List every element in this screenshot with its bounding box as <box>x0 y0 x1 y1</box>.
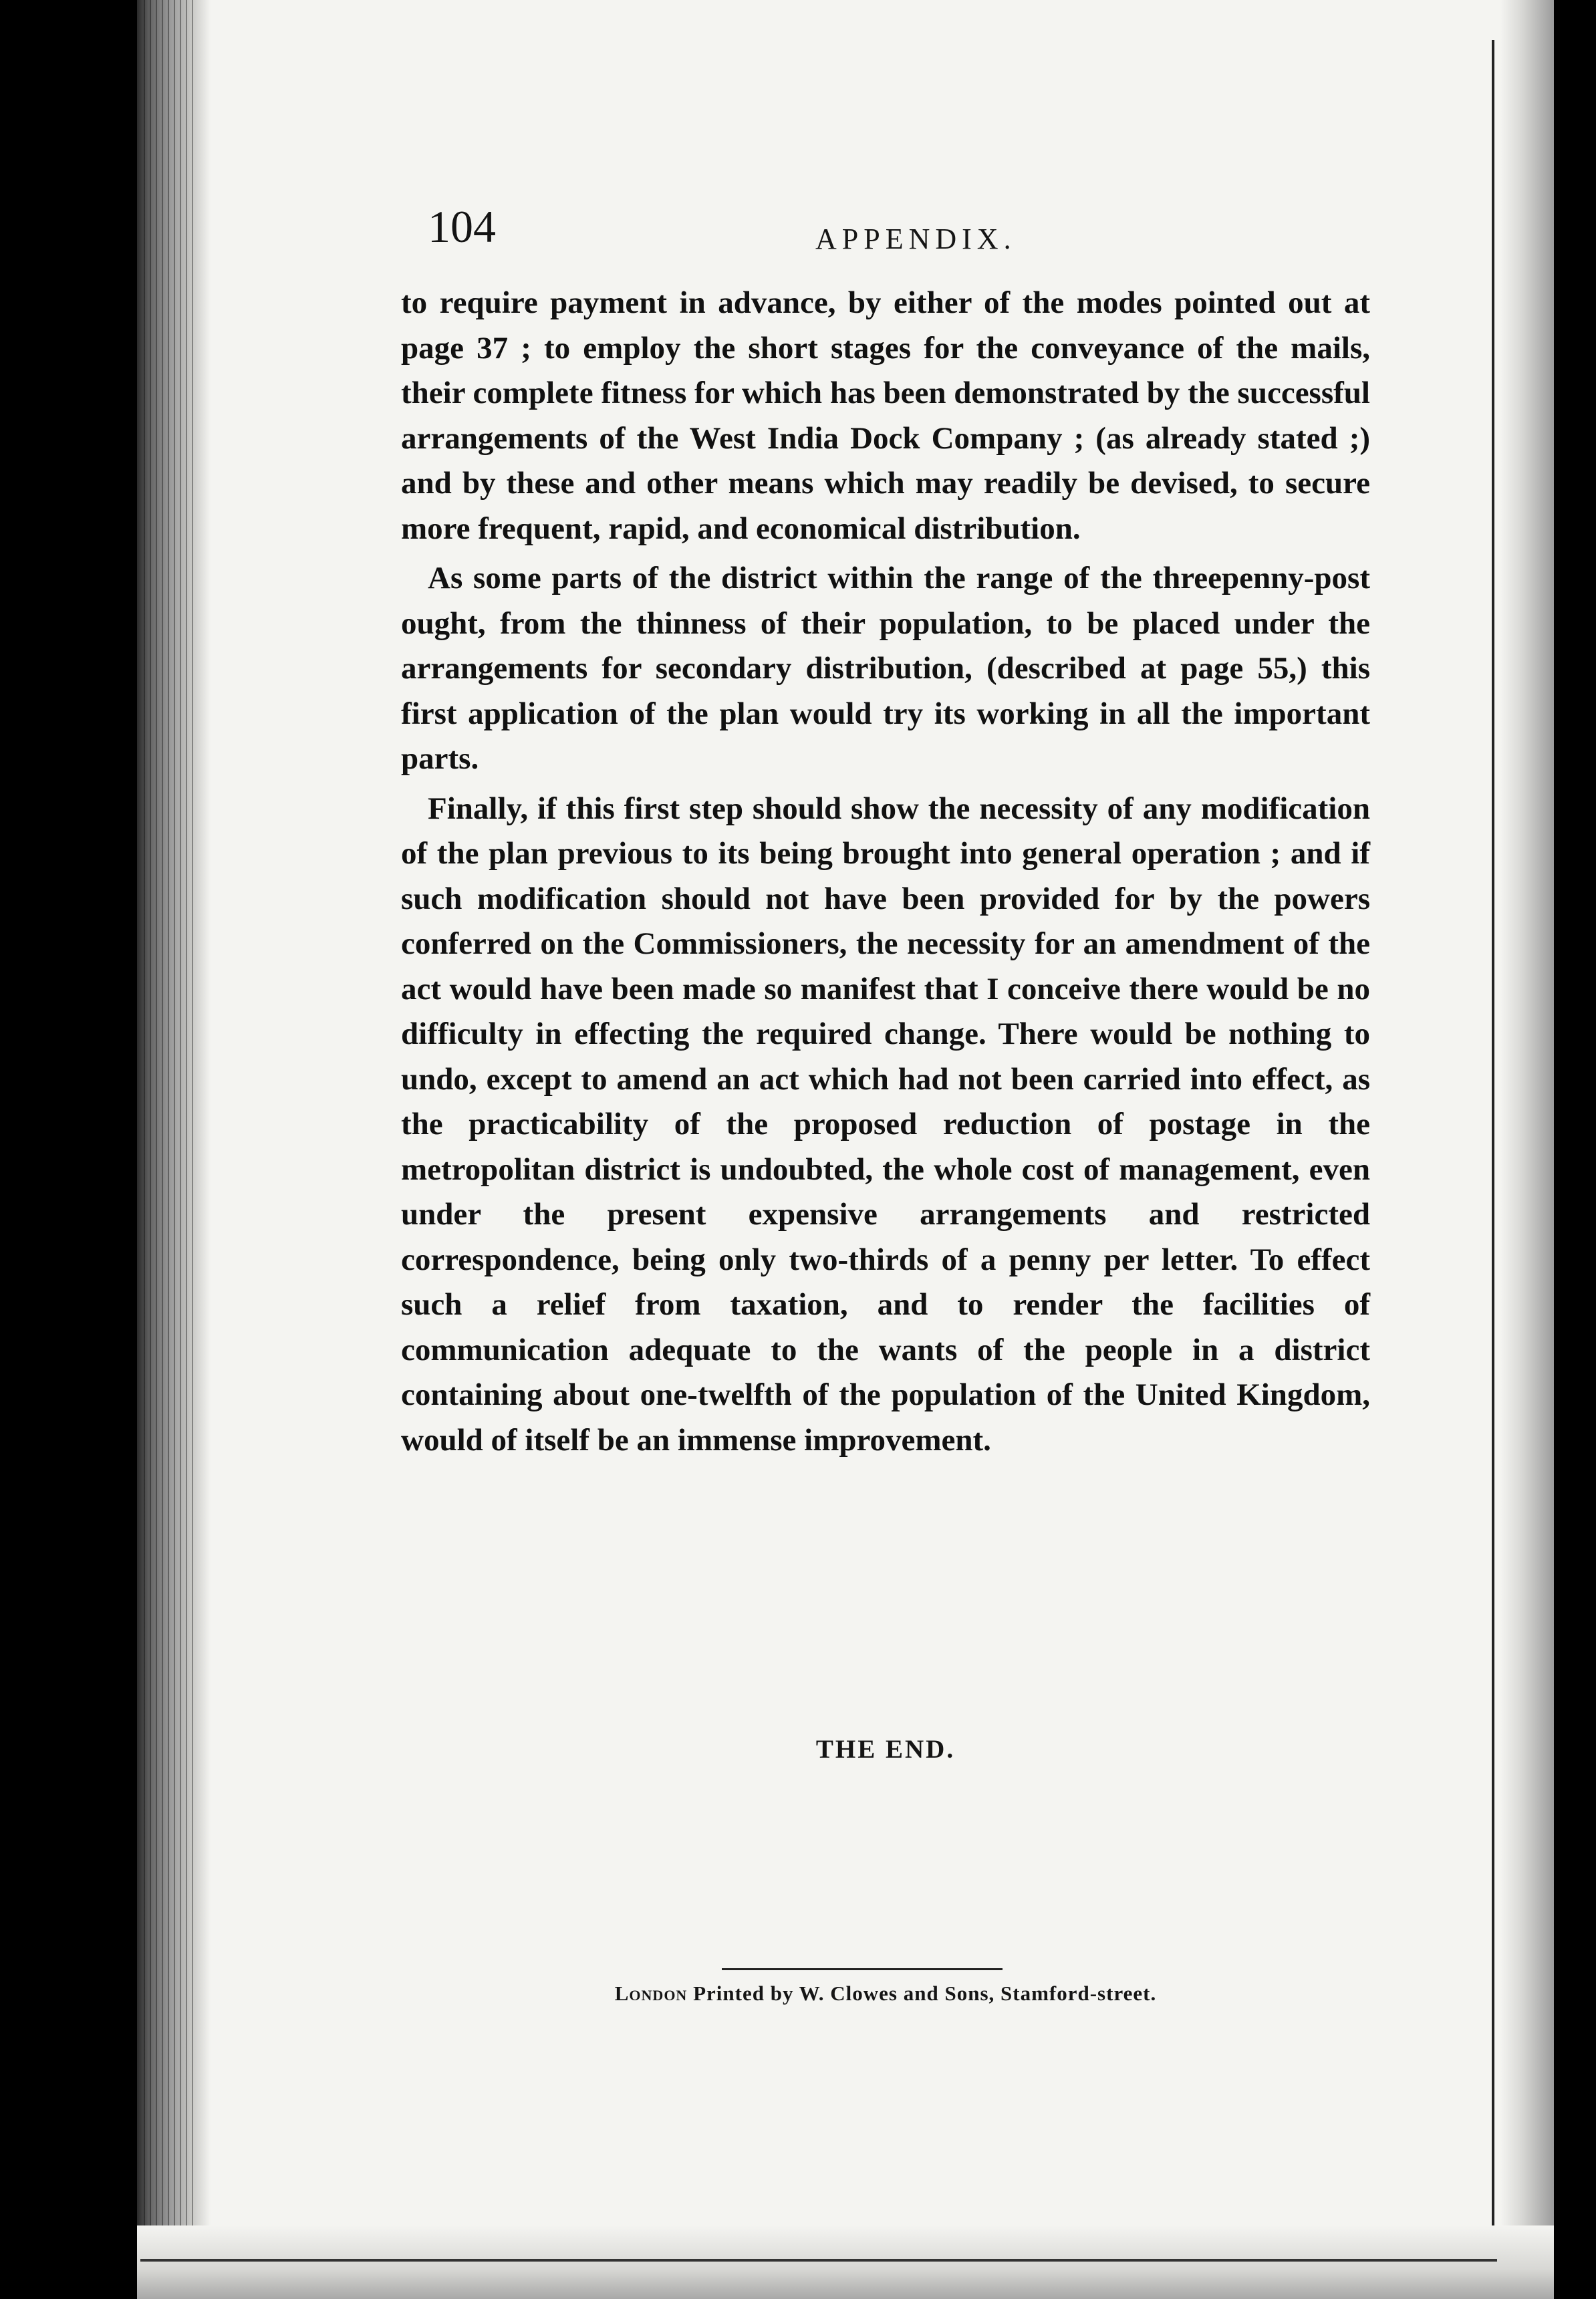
printer-imprint <box>401 1982 1370 2006</box>
body-text <box>401 281 1370 1468</box>
page-bottom-edge <box>137 2225 1554 2299</box>
imprint-city: London <box>614 1982 688 2005</box>
page-number: 104 <box>428 201 496 252</box>
the-end-heading: THE END. <box>815 1735 956 1764</box>
paragraph-1: to require payment in advance, by either of the modes pointed out at page 37 ; to employ the short stages for the conveyance of the mails, their complete fitness for which has been demonstrated by the successful arrangements of the West India Dock Company ; (as already stated ;) and by these and other means which may readily be devised, to secure more frequent, rapid, and economical distribution. <box>401 285 1370 546</box>
imprint-text: Printed by W. Clowes and Sons, Stamford-street. <box>693 1982 1157 2005</box>
running-head: APPENDIX. <box>815 223 1017 255</box>
page-header <box>428 200 1377 274</box>
page-right-border <box>1492 40 1494 2266</box>
paragraph-2: As some parts of the district within the range of the threepenny-post ought, from the thinness of their population, to be placed under the arrangements for secondary distribution, (described at page 55,) this first application of the plan would try its working in all the important parts. <box>401 561 1370 776</box>
imprint-rule <box>722 1968 1003 1970</box>
page-right-edge <box>1500 0 1554 2299</box>
page-gutter-edges <box>144 0 197 2299</box>
page-bottom-border <box>140 2259 1497 2262</box>
paragraph-3: Finally, if this first step should show the necessity of any modification of the plan previous to its being brought into general operation ; and if such modification should not have been provided for by the powers conferred on the Commissioners, the necessity for an amendment of the act would have been made so manifest that I conceive there would be no difficulty in effecting the required change. There would be nothing to undo, except to amend an act which had not been carried into effect, as the practicability of the proposed reduction of postage in the metropolitan district is undoubted, the whole cost of management, even under the present expensive arrangements and restricted correspondence, being only two-thirds of a penny per letter. To effect such a relief from taxation, and to render the facilities of communication adequate to the wants of the people in a district containing about one-twelfth of the population of the United Kingdom, would of itself be an immense improvement. <box>401 791 1370 1458</box>
